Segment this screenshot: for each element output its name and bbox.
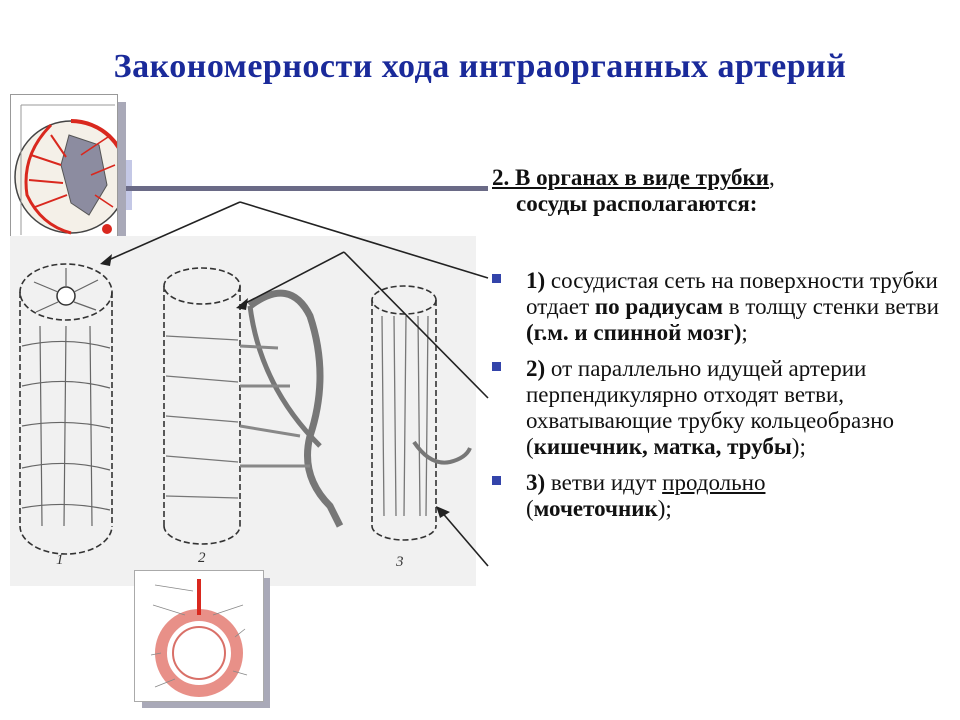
item-text: ветви идут <box>545 470 663 495</box>
section-heading <box>492 165 912 217</box>
item-emphasis: по радиусам <box>594 294 724 319</box>
list-item <box>492 470 942 522</box>
figure-label-2: 2 <box>198 550 206 566</box>
section-heading-rest: сосуды располагаются: <box>516 191 758 216</box>
item-emphasis: мочеточник <box>533 496 658 521</box>
item-text: ); <box>791 434 806 459</box>
item-emphasis: кишечник, матка, трубы <box>533 434 792 459</box>
section-heading-comma: , <box>769 165 775 190</box>
item-number: 2) <box>526 356 546 381</box>
bullet-icon <box>492 476 501 485</box>
bullet-icon <box>492 362 501 371</box>
item-emphasis: (г.м. и спинной мозг) <box>526 320 742 345</box>
slide-title: Закономерности хода интраорганных артерий <box>113 48 847 85</box>
figure-label-1: 1 <box>56 552 64 568</box>
item-number: 1) <box>526 268 546 293</box>
bullet-icon <box>492 274 501 283</box>
vessel-pattern-list <box>492 268 942 532</box>
item-text: ); <box>657 496 672 521</box>
item-underlined: продольно <box>662 470 766 495</box>
item-text: сосудистая сеть на поверхности трубки отдает <box>526 268 938 319</box>
ring-vessels-image <box>134 570 264 702</box>
figure-label-3: 3 <box>396 554 404 570</box>
item-text: ( <box>526 496 534 521</box>
list-item <box>492 268 942 346</box>
item-text: от параллельно идущей артерии перпендикулярно отходят ветви, охватывающие трубку кольцеобразно ( <box>526 356 895 459</box>
item-text: в толщу стенки ветви <box>723 294 939 319</box>
item-text: ; <box>741 320 748 345</box>
section-heading-lead: 2. В органах в виде трубки <box>492 165 770 190</box>
list-item <box>492 356 942 460</box>
item-number: 3) <box>526 470 546 495</box>
